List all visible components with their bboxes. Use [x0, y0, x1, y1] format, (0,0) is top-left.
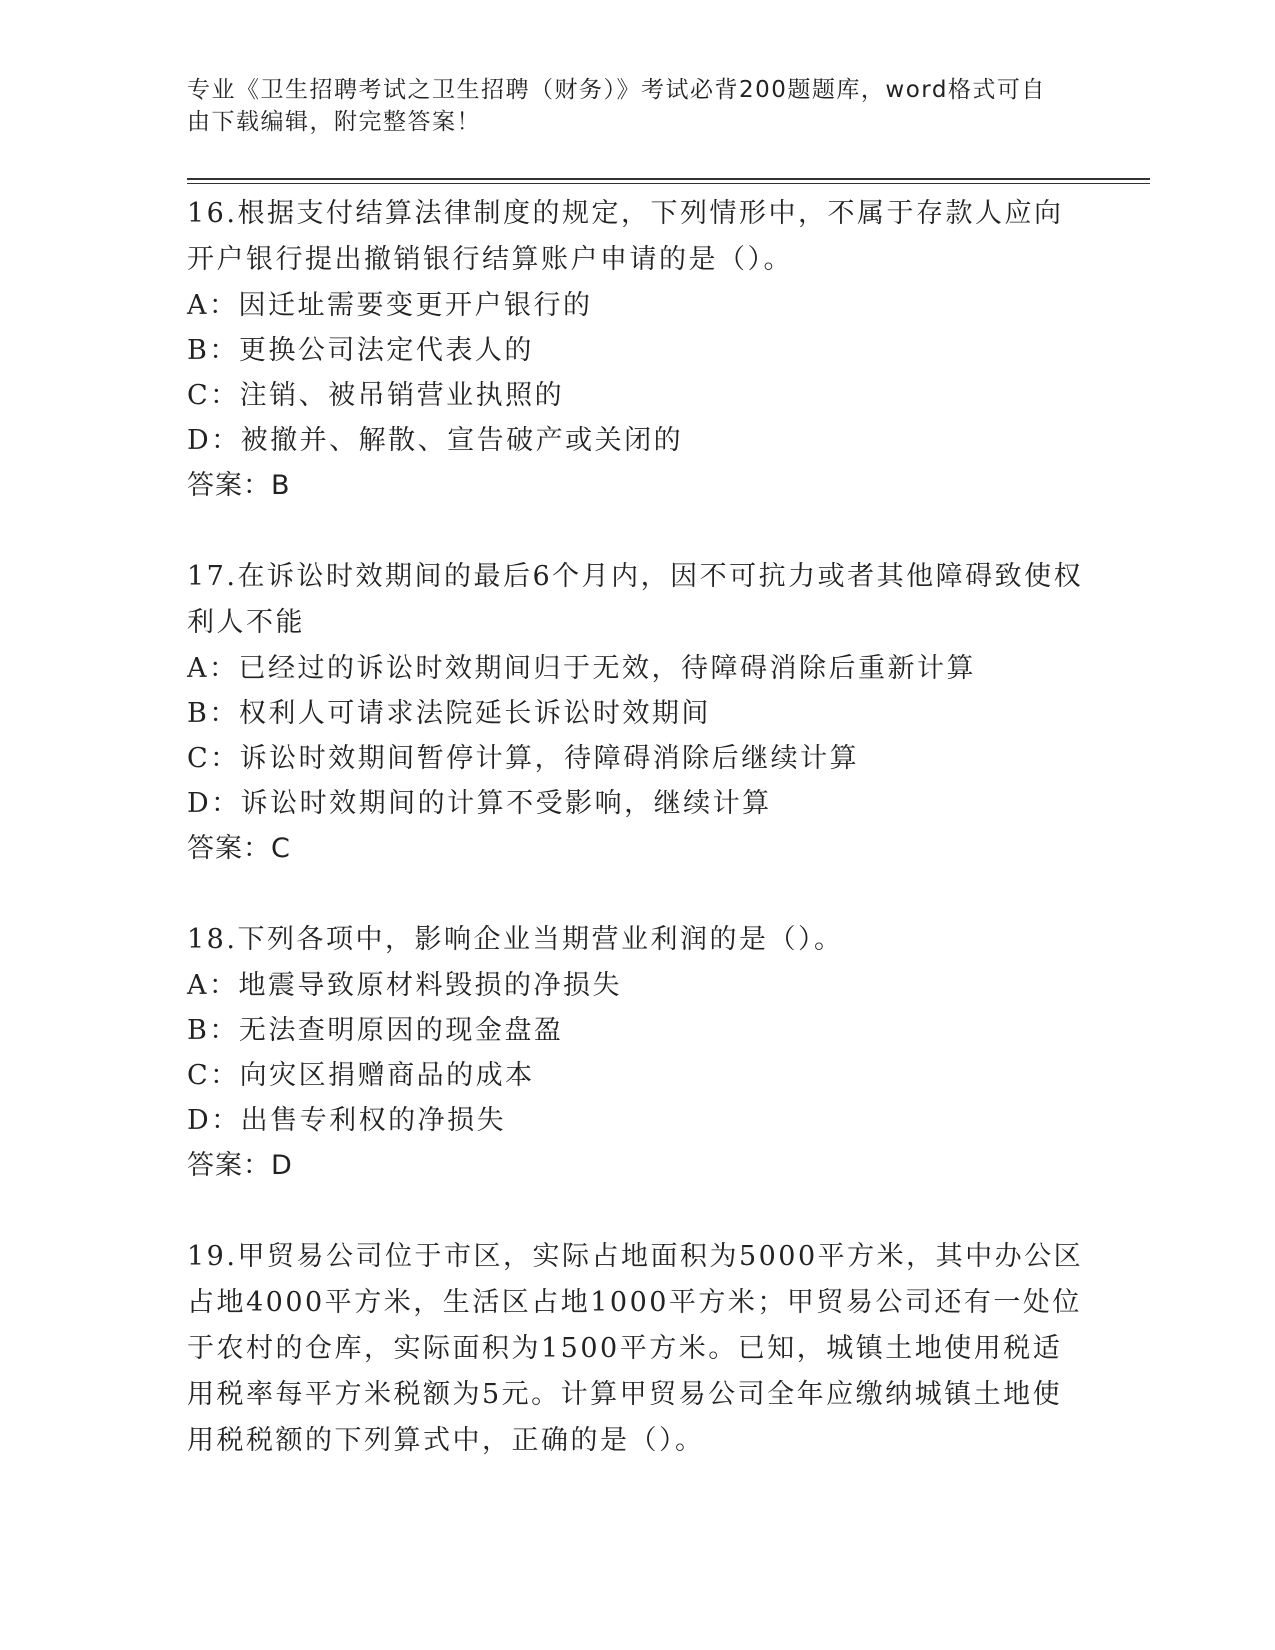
- option-a: A：已经过的诉讼时效期间归于无效，待障碍消除后重新计算: [187, 653, 976, 684]
- question-text: 16.根据支付结算法律制度的规定，下列情形中，不属于存款人应向开户银行提出撤销银行结算账户申请的是（）。: [187, 198, 1064, 275]
- question-19: [187, 1234, 1087, 1464]
- option-b: B：权利人可请求法院延长诉讼时效期间: [187, 698, 711, 729]
- option-b: B：更换公司法定代表人的: [187, 335, 534, 366]
- option-c: C：向灾区捐赠商品的成本: [187, 1060, 535, 1091]
- answer: 答案：B: [187, 470, 291, 501]
- question-text: 18.下列各项中，影响企业当期营业利润的是（）。: [187, 924, 844, 955]
- question-text: 19.甲贸易公司位于市区，实际占地面积为5000平方米，其中办公区占地4000平方米，生活区占地1000平方米；甲贸易公司还有一处位于农村的仓库，实际面积为1500平方米。已知，城镇土地使用税适用税率每平方米税额为5元。计算甲贸易公司全年应缴纳城镇土地使用税税额的下列算式中，正确的是（）。: [187, 1241, 1084, 1456]
- option-d: D：被撤并、解散、宣告破产或关闭的: [187, 425, 684, 456]
- header-divider-thick: [187, 178, 1150, 180]
- answer: 答案：C: [187, 833, 291, 864]
- option-d: D：诉讼时效期间的计算不受影响，继续计算: [187, 788, 772, 819]
- document-header: 专业《卫生招聘考试之卫生招聘（财务）》考试必背200题题库，word格式可自由下载编辑，附完整答案！: [187, 77, 1046, 135]
- question-16: [187, 191, 1087, 508]
- question-list: [187, 191, 1087, 1510]
- option-a: A：因迁址需要变更开户银行的: [187, 290, 593, 321]
- option-a: A：地震导致原材料毁损的净损失: [187, 970, 622, 1001]
- option-c: C：诉讼时效期间暂停计算，待障碍消除后继续计算: [187, 743, 860, 774]
- answer: 答案：D: [187, 1150, 293, 1181]
- option-d: D：出售专利权的净损失: [187, 1105, 507, 1136]
- header-divider-thin: [187, 183, 1150, 184]
- option-b: B：无法查明原因的现金盘盈: [187, 1015, 564, 1046]
- question-17: [187, 554, 1087, 871]
- option-c: C：注销、被吊销营业执照的: [187, 380, 565, 411]
- question-18: [187, 917, 1087, 1188]
- question-text: 17.在诉讼时效期间的最后6个月内，因不可抗力或者其他障碍致使权利人不能: [187, 561, 1084, 638]
